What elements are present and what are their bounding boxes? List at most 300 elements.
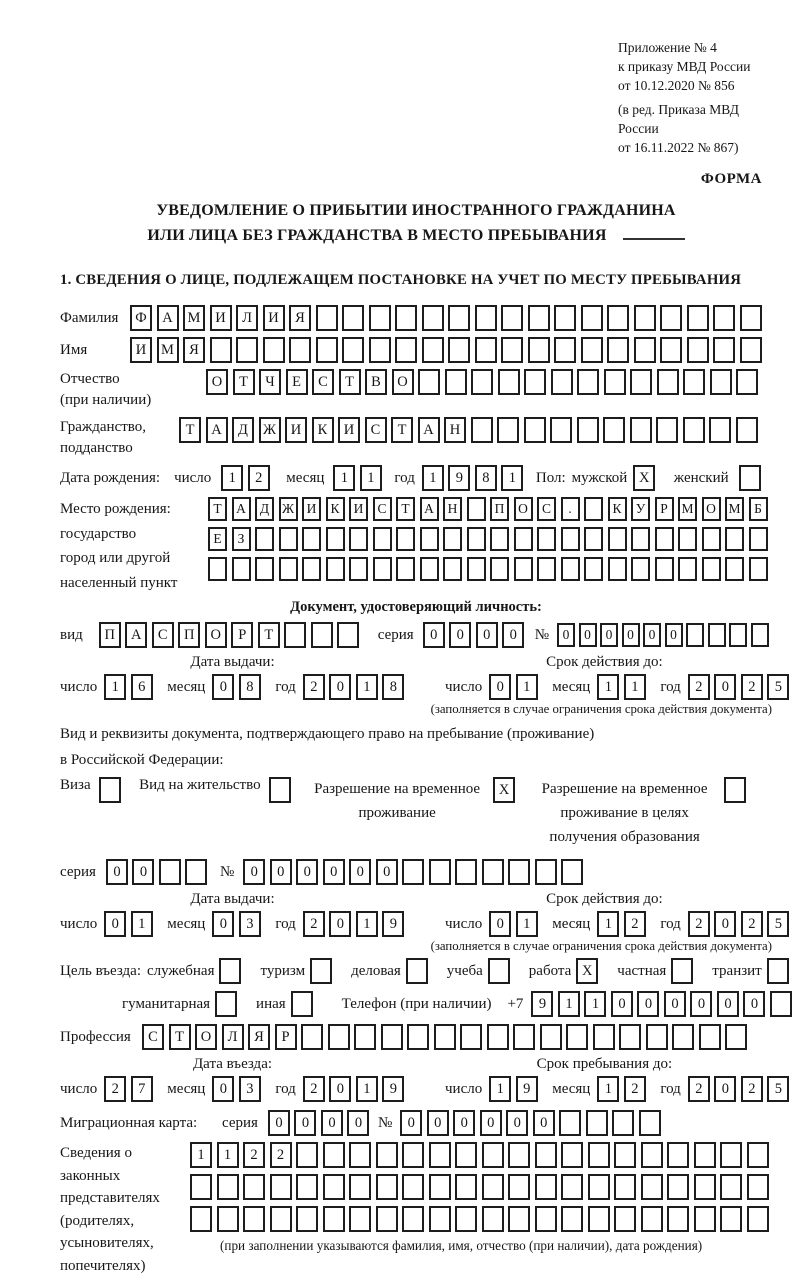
char-box[interactable]: 0 <box>349 859 371 885</box>
char-box[interactable]: 0 <box>533 1110 555 1136</box>
char-box[interactable]: 8 <box>475 465 497 491</box>
char-box[interactable] <box>429 1174 451 1200</box>
char-box[interactable]: Т <box>258 622 280 648</box>
char-box[interactable]: О <box>195 1024 217 1050</box>
char-box[interactable] <box>660 337 682 363</box>
char-box[interactable] <box>471 417 493 443</box>
char-box[interactable]: 0 <box>376 859 398 885</box>
char-box[interactable]: 0 <box>690 991 712 1017</box>
char-box[interactable]: М <box>678 497 697 521</box>
char-box[interactable] <box>301 1024 323 1050</box>
char-box[interactable] <box>660 305 682 331</box>
char-box[interactable]: Р <box>231 622 253 648</box>
char-box[interactable]: З <box>232 527 251 551</box>
char-box[interactable]: 1 <box>584 991 606 1017</box>
char-box[interactable] <box>255 527 274 551</box>
char-box[interactable] <box>634 337 656 363</box>
char-box[interactable] <box>561 859 583 885</box>
char-box[interactable] <box>614 1206 636 1232</box>
char-box[interactable]: С <box>312 369 334 395</box>
char-box[interactable] <box>720 1206 742 1232</box>
char-box[interactable] <box>373 557 392 581</box>
char-box[interactable] <box>99 777 121 803</box>
char-box[interactable]: 0 <box>622 623 640 647</box>
char-box[interactable]: О <box>514 497 533 521</box>
char-box[interactable]: 1 <box>597 674 619 700</box>
char-box[interactable] <box>471 369 493 395</box>
char-box[interactable] <box>296 1174 318 1200</box>
char-box[interactable] <box>639 1110 661 1136</box>
char-box[interactable]: Л <box>222 1024 244 1050</box>
char-box[interactable] <box>588 1174 610 1200</box>
char-box[interactable] <box>291 991 313 1017</box>
char-box[interactable] <box>349 1206 371 1232</box>
char-box[interactable] <box>729 623 747 647</box>
char-box[interactable] <box>699 1024 721 1050</box>
char-box[interactable]: 1 <box>422 465 444 491</box>
char-box[interactable] <box>586 1110 608 1136</box>
char-box[interactable] <box>467 497 486 521</box>
char-box[interactable] <box>683 417 705 443</box>
char-box[interactable]: 8 <box>382 674 404 700</box>
char-box[interactable]: 0 <box>400 1110 422 1136</box>
char-box[interactable] <box>396 557 415 581</box>
char-box[interactable]: А <box>206 417 228 443</box>
char-box[interactable]: 2 <box>104 1076 126 1102</box>
char-box[interactable] <box>402 1206 424 1232</box>
char-box[interactable]: 5 <box>767 1076 789 1102</box>
char-box[interactable]: 0 <box>243 859 265 885</box>
char-box[interactable]: 0 <box>212 1076 234 1102</box>
char-box[interactable]: 0 <box>104 911 126 937</box>
char-box[interactable] <box>694 1174 716 1200</box>
char-box[interactable]: 2 <box>741 1076 763 1102</box>
char-box[interactable]: 1 <box>356 911 378 937</box>
char-box[interactable]: 1 <box>131 911 153 937</box>
char-box[interactable]: 2 <box>741 911 763 937</box>
char-box[interactable]: 2 <box>688 1076 710 1102</box>
char-box[interactable] <box>311 622 333 648</box>
char-box[interactable] <box>667 1142 689 1168</box>
char-box[interactable]: 0 <box>427 1110 449 1136</box>
char-box[interactable] <box>747 1142 769 1168</box>
char-box[interactable]: Ж <box>259 417 281 443</box>
char-box[interactable] <box>208 557 227 581</box>
char-box[interactable]: 0 <box>329 911 351 937</box>
char-box[interactable] <box>316 305 338 331</box>
char-box[interactable]: 9 <box>382 1076 404 1102</box>
char-box[interactable] <box>501 337 523 363</box>
char-box[interactable]: 8 <box>239 674 261 700</box>
char-box[interactable] <box>302 527 321 551</box>
char-box[interactable] <box>524 417 546 443</box>
char-box[interactable]: 0 <box>270 859 292 885</box>
char-box[interactable]: О <box>702 497 721 521</box>
char-box[interactable]: И <box>302 497 321 521</box>
char-box[interactable] <box>593 1024 615 1050</box>
char-box[interactable] <box>683 369 705 395</box>
char-box[interactable]: 1 <box>217 1142 239 1168</box>
char-box[interactable] <box>217 1174 239 1200</box>
char-box[interactable] <box>381 1024 403 1050</box>
char-box[interactable] <box>323 1174 345 1200</box>
char-box[interactable] <box>686 623 704 647</box>
char-box[interactable] <box>561 1206 583 1232</box>
char-box[interactable]: Л <box>236 305 258 331</box>
char-box[interactable] <box>725 557 744 581</box>
char-box[interactable] <box>255 557 274 581</box>
char-box[interactable]: И <box>130 337 152 363</box>
char-box[interactable]: О <box>206 369 228 395</box>
char-box[interactable] <box>588 1142 610 1168</box>
char-box[interactable] <box>630 369 652 395</box>
char-box[interactable] <box>159 859 181 885</box>
char-box[interactable]: 2 <box>303 911 325 937</box>
char-box[interactable]: 1 <box>360 465 382 491</box>
char-box[interactable] <box>269 777 291 803</box>
char-box[interactable] <box>190 1174 212 1200</box>
char-box[interactable] <box>739 465 761 491</box>
char-box[interactable] <box>524 369 546 395</box>
char-box[interactable]: Р <box>655 497 674 521</box>
char-box[interactable]: И <box>285 417 307 443</box>
char-box[interactable] <box>709 417 731 443</box>
char-box[interactable]: Р <box>275 1024 297 1050</box>
char-box[interactable]: 0 <box>476 622 498 648</box>
char-box[interactable]: С <box>373 497 392 521</box>
char-box[interactable]: А <box>420 497 439 521</box>
char-box[interactable] <box>443 527 462 551</box>
char-box[interactable] <box>770 991 792 1017</box>
char-box[interactable]: 7 <box>131 1076 153 1102</box>
char-box[interactable] <box>337 622 359 648</box>
char-box[interactable]: 9 <box>382 911 404 937</box>
char-box[interactable] <box>641 1206 663 1232</box>
char-box[interactable] <box>395 305 417 331</box>
char-box[interactable]: 9 <box>531 991 553 1017</box>
char-box[interactable]: 2 <box>624 1076 646 1102</box>
char-box[interactable] <box>537 557 556 581</box>
char-box[interactable] <box>296 1142 318 1168</box>
char-box[interactable] <box>236 337 258 363</box>
char-box[interactable]: 0 <box>329 674 351 700</box>
char-box[interactable] <box>577 417 599 443</box>
char-box[interactable]: 0 <box>557 623 575 647</box>
char-box[interactable]: 1 <box>356 1076 378 1102</box>
char-box[interactable] <box>402 1174 424 1200</box>
char-box[interactable]: 0 <box>714 1076 736 1102</box>
char-box[interactable] <box>349 1174 371 1200</box>
char-box[interactable]: X <box>493 777 515 803</box>
char-box[interactable] <box>767 958 789 984</box>
char-box[interactable]: М <box>725 497 744 521</box>
char-box[interactable] <box>243 1206 265 1232</box>
char-box[interactable]: 0 <box>268 1110 290 1136</box>
char-box[interactable]: 0 <box>329 1076 351 1102</box>
char-box[interactable] <box>402 859 424 885</box>
char-box[interactable]: Е <box>286 369 308 395</box>
char-box[interactable] <box>535 1174 557 1200</box>
char-box[interactable]: 0 <box>600 623 618 647</box>
char-box[interactable]: 1 <box>501 465 523 491</box>
char-box[interactable]: М <box>157 337 179 363</box>
char-box[interactable] <box>713 305 735 331</box>
char-box[interactable] <box>537 527 556 551</box>
char-box[interactable]: 0 <box>449 622 471 648</box>
char-box[interactable] <box>490 527 509 551</box>
char-box[interactable] <box>631 557 650 581</box>
char-box[interactable] <box>514 527 533 551</box>
char-box[interactable] <box>455 1174 477 1200</box>
char-box[interactable]: 2 <box>243 1142 265 1168</box>
char-box[interactable] <box>655 527 674 551</box>
char-box[interactable]: Т <box>391 417 413 443</box>
char-box[interactable]: И <box>338 417 360 443</box>
char-box[interactable]: И <box>349 497 368 521</box>
char-box[interactable]: 0 <box>347 1110 369 1136</box>
char-box[interactable] <box>561 527 580 551</box>
char-box[interactable] <box>740 337 762 363</box>
char-box[interactable] <box>270 1206 292 1232</box>
char-box[interactable]: Т <box>396 497 415 521</box>
char-box[interactable]: М <box>183 305 205 331</box>
char-box[interactable] <box>528 337 550 363</box>
char-box[interactable] <box>540 1024 562 1050</box>
char-box[interactable]: И <box>210 305 232 331</box>
char-box[interactable]: 1 <box>356 674 378 700</box>
char-box[interactable] <box>279 527 298 551</box>
char-box[interactable]: 6 <box>131 674 153 700</box>
char-box[interactable] <box>455 1206 477 1232</box>
char-box[interactable]: Н <box>444 417 466 443</box>
char-box[interactable] <box>535 859 557 885</box>
char-box[interactable]: П <box>490 497 509 521</box>
char-box[interactable] <box>460 1024 482 1050</box>
char-box[interactable]: 3 <box>239 911 261 937</box>
char-box[interactable] <box>232 557 251 581</box>
char-box[interactable]: X <box>576 958 598 984</box>
char-box[interactable]: X <box>633 465 655 491</box>
char-box[interactable] <box>376 1206 398 1232</box>
char-box[interactable] <box>584 497 603 521</box>
char-box[interactable]: 0 <box>637 991 659 1017</box>
char-box[interactable]: 0 <box>611 991 633 1017</box>
char-box[interactable] <box>497 417 519 443</box>
char-box[interactable]: В <box>365 369 387 395</box>
char-box[interactable] <box>607 305 629 331</box>
char-box[interactable]: С <box>537 497 556 521</box>
char-box[interactable]: 0 <box>489 911 511 937</box>
char-box[interactable] <box>656 417 678 443</box>
char-box[interactable] <box>369 337 391 363</box>
char-box[interactable] <box>429 859 451 885</box>
char-box[interactable] <box>434 1024 456 1050</box>
char-box[interactable] <box>326 527 345 551</box>
char-box[interactable]: 0 <box>665 623 683 647</box>
char-box[interactable]: 2 <box>688 674 710 700</box>
char-box[interactable]: Д <box>232 417 254 443</box>
char-box[interactable] <box>487 1024 509 1050</box>
char-box[interactable] <box>751 623 769 647</box>
char-box[interactable] <box>455 1142 477 1168</box>
char-box[interactable] <box>467 527 486 551</box>
char-box[interactable]: 9 <box>448 465 470 491</box>
char-box[interactable]: П <box>178 622 200 648</box>
char-box[interactable]: С <box>142 1024 164 1050</box>
char-box[interactable]: О <box>205 622 227 648</box>
char-box[interactable] <box>514 557 533 581</box>
char-box[interactable] <box>289 337 311 363</box>
char-box[interactable] <box>349 1142 371 1168</box>
char-box[interactable] <box>342 337 364 363</box>
char-box[interactable] <box>429 1206 451 1232</box>
char-box[interactable] <box>608 527 627 551</box>
char-box[interactable] <box>482 859 504 885</box>
char-box[interactable]: 0 <box>323 859 345 885</box>
char-box[interactable] <box>243 1174 265 1200</box>
char-box[interactable]: 0 <box>664 991 686 1017</box>
char-box[interactable] <box>445 369 467 395</box>
char-box[interactable] <box>482 1174 504 1200</box>
char-box[interactable] <box>581 305 603 331</box>
char-box[interactable] <box>694 1206 716 1232</box>
char-box[interactable]: А <box>125 622 147 648</box>
char-box[interactable] <box>608 557 627 581</box>
char-box[interactable]: 3 <box>239 1076 261 1102</box>
char-box[interactable] <box>328 1024 350 1050</box>
char-box[interactable] <box>475 305 497 331</box>
char-box[interactable]: Т <box>233 369 255 395</box>
char-box[interactable]: 0 <box>579 623 597 647</box>
char-box[interactable]: У <box>631 497 650 521</box>
char-box[interactable] <box>736 417 758 443</box>
char-box[interactable]: П <box>99 622 121 648</box>
char-box[interactable]: 0 <box>489 674 511 700</box>
char-box[interactable] <box>508 1142 530 1168</box>
char-box[interactable] <box>185 859 207 885</box>
char-box[interactable] <box>349 527 368 551</box>
char-box[interactable] <box>323 1206 345 1232</box>
char-box[interactable]: Н <box>443 497 462 521</box>
char-box[interactable] <box>422 305 444 331</box>
char-box[interactable] <box>219 958 241 984</box>
char-box[interactable] <box>581 337 603 363</box>
char-box[interactable] <box>475 337 497 363</box>
char-box[interactable] <box>749 527 768 551</box>
char-box[interactable]: 0 <box>502 622 524 648</box>
char-box[interactable]: 1 <box>221 465 243 491</box>
char-box[interactable] <box>604 369 626 395</box>
char-box[interactable] <box>655 557 674 581</box>
char-box[interactable] <box>354 1024 376 1050</box>
char-box[interactable] <box>498 369 520 395</box>
char-box[interactable] <box>720 1174 742 1200</box>
char-box[interactable] <box>713 337 735 363</box>
char-box[interactable]: 5 <box>767 674 789 700</box>
char-box[interactable] <box>687 305 709 331</box>
char-box[interactable] <box>550 417 572 443</box>
char-box[interactable]: Ч <box>259 369 281 395</box>
char-box[interactable] <box>631 527 650 551</box>
char-box[interactable] <box>554 337 576 363</box>
char-box[interactable] <box>395 337 417 363</box>
char-box[interactable] <box>535 1142 557 1168</box>
char-box[interactable]: А <box>418 417 440 443</box>
char-box[interactable] <box>612 1110 634 1136</box>
char-box[interactable] <box>667 1174 689 1200</box>
char-box[interactable] <box>369 305 391 331</box>
char-box[interactable] <box>561 557 580 581</box>
char-box[interactable] <box>420 557 439 581</box>
char-box[interactable] <box>513 1024 535 1050</box>
char-box[interactable]: 1 <box>558 991 580 1017</box>
char-box[interactable]: 0 <box>480 1110 502 1136</box>
char-box[interactable]: 2 <box>741 674 763 700</box>
char-box[interactable] <box>270 1174 292 1200</box>
char-box[interactable]: 0 <box>106 859 128 885</box>
char-box[interactable]: Т <box>169 1024 191 1050</box>
char-box[interactable]: Т <box>179 417 201 443</box>
char-box[interactable]: 1 <box>624 674 646 700</box>
char-box[interactable] <box>215 991 237 1017</box>
char-box[interactable]: 5 <box>767 911 789 937</box>
char-box[interactable] <box>678 527 697 551</box>
char-box[interactable] <box>407 1024 429 1050</box>
char-box[interactable]: 0 <box>453 1110 475 1136</box>
char-box[interactable] <box>694 1142 716 1168</box>
char-box[interactable] <box>630 417 652 443</box>
char-box[interactable] <box>302 557 321 581</box>
char-box[interactable] <box>488 958 510 984</box>
char-box[interactable]: 0 <box>717 991 739 1017</box>
char-box[interactable]: С <box>365 417 387 443</box>
char-box[interactable] <box>316 337 338 363</box>
char-box[interactable] <box>482 1206 504 1232</box>
char-box[interactable] <box>349 557 368 581</box>
char-box[interactable] <box>641 1142 663 1168</box>
char-box[interactable] <box>736 369 758 395</box>
char-box[interactable] <box>528 305 550 331</box>
char-box[interactable] <box>678 557 697 581</box>
char-box[interactable] <box>702 527 721 551</box>
char-box[interactable]: 1 <box>489 1076 511 1102</box>
char-box[interactable]: 1 <box>516 911 538 937</box>
char-box[interactable] <box>443 557 462 581</box>
char-box[interactable] <box>559 1110 581 1136</box>
char-box[interactable]: 1 <box>104 674 126 700</box>
char-box[interactable] <box>619 1024 641 1050</box>
char-box[interactable] <box>448 337 470 363</box>
char-box[interactable] <box>646 1024 668 1050</box>
char-box[interactable]: 1 <box>597 1076 619 1102</box>
char-box[interactable] <box>376 1142 398 1168</box>
char-box[interactable] <box>263 337 285 363</box>
char-box[interactable] <box>687 337 709 363</box>
char-box[interactable]: Т <box>208 497 227 521</box>
char-box[interactable] <box>406 958 428 984</box>
char-box[interactable] <box>749 557 768 581</box>
char-box[interactable] <box>667 1206 689 1232</box>
char-box[interactable] <box>402 1142 424 1168</box>
char-box[interactable] <box>551 369 573 395</box>
char-box[interactable] <box>725 527 744 551</box>
char-box[interactable] <box>501 305 523 331</box>
char-box[interactable] <box>634 305 656 331</box>
char-box[interactable] <box>702 557 721 581</box>
char-box[interactable] <box>396 527 415 551</box>
char-box[interactable] <box>710 369 732 395</box>
char-box[interactable] <box>566 1024 588 1050</box>
